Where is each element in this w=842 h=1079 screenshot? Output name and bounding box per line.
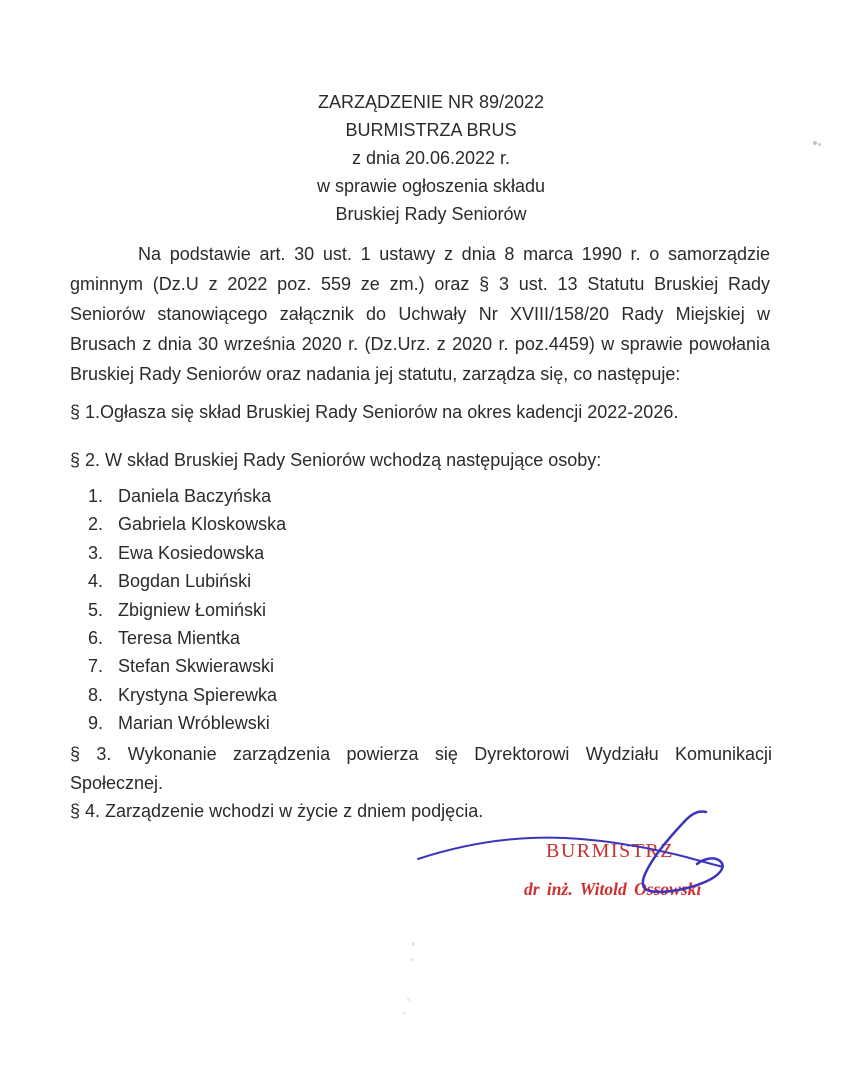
members-list	[88, 486, 286, 742]
list-item-number: 2.	[88, 514, 104, 535]
list-item-name: Daniela Baczyńska	[118, 486, 272, 506]
title-subject-line-1: w sprawie ogłoszenia składu	[316, 176, 546, 196]
scan-artifact	[407, 998, 410, 1001]
list-item-name: Krystyna Spierewka	[118, 684, 278, 705]
list-item	[88, 571, 286, 599]
legal-basis-paragraph: Na podstawie art. 30 ust. 1 ustawy z dnia 8 marca 1990 r. o samorządzie gminnym (Dz.U z 2022 poz. 559 ze zm.) oraz § 3 ust. 13 Statutu Bruskiej Rady Seniorów stanowiącego załącznik do Uchwały Nr XVIII/158/20 Rady Miejskiej w Brusach z dnia 30 września 2020 r. (Dz.Urz. z 2020 r. poz.4459) w sprawie powołania Bruskiej Rady Seniorów oraz nadania jej statutu, zarządza się, co następuje:	[70, 244, 770, 384]
scan-artifact	[813, 141, 817, 145]
paragraph-3: § 3. Wykonanie zarządzenia powierza się Dyrektorowi Wydziału Komunikacji Społecznej.	[70, 744, 772, 793]
list-item	[88, 685, 286, 713]
closing-paragraphs	[70, 740, 772, 826]
paragraph-2: § 2. W skład Bruskiej Rady Seniorów wchodzą następujące osoby:	[70, 450, 602, 470]
list-item-number: 4.	[88, 571, 104, 592]
document-title-block	[10, 88, 842, 228]
paragraph-4: § 4. Zarządzenie wchodzi w życie z dniem podjęcia.	[70, 801, 484, 821]
list-item	[88, 628, 286, 656]
paragraph-1: § 1.Ogłasza się skład Bruskiej Rady Seniorów na okres kadencji 2022-2026.	[70, 402, 679, 422]
list-item-name: Ewa Kosiedowska	[118, 542, 265, 563]
list-item-number: 1.	[88, 486, 104, 506]
list-item-number: 6.	[88, 627, 104, 648]
stamp-title: BURMISTRZ	[546, 840, 674, 862]
title-date: z dnia 20.06.2022 r.	[351, 148, 511, 168]
list-item	[88, 514, 286, 542]
list-item-name: Marian Wróblewski	[118, 713, 270, 734]
list-item-number: 5.	[88, 599, 104, 620]
list-item	[88, 486, 286, 514]
scan-artifact	[412, 942, 415, 946]
list-item-number: 7.	[88, 656, 104, 677]
list-item	[88, 600, 286, 628]
stamp-name: dr inż. Witold Ossowski	[524, 879, 702, 899]
list-item-number: 8.	[88, 684, 104, 705]
list-item-name: Gabriela Kloskowska	[118, 514, 287, 535]
scan-artifact	[818, 143, 821, 146]
list-item-name: Zbigniew Łomiński	[118, 599, 267, 620]
list-item-name: Stefan Skwierawski	[118, 656, 275, 677]
list-item	[88, 656, 286, 684]
scan-artifact	[403, 1012, 406, 1015]
list-item-number: 9.	[88, 713, 104, 734]
list-item	[88, 543, 286, 571]
title-issuer: BURMISTRZA BRUS	[345, 120, 517, 140]
title-subject-line-2: Bruskiej Rady Seniorów	[335, 204, 527, 224]
scan-artifact	[411, 958, 414, 961]
list-item	[88, 713, 286, 741]
list-item-number: 3.	[88, 542, 104, 563]
title-ordinance-number: ZARZĄDZENIE NR 89/2022	[317, 92, 545, 112]
list-item-name: Bogdan Lubiński	[118, 571, 252, 592]
list-item-name: Teresa Mientka	[118, 627, 241, 648]
